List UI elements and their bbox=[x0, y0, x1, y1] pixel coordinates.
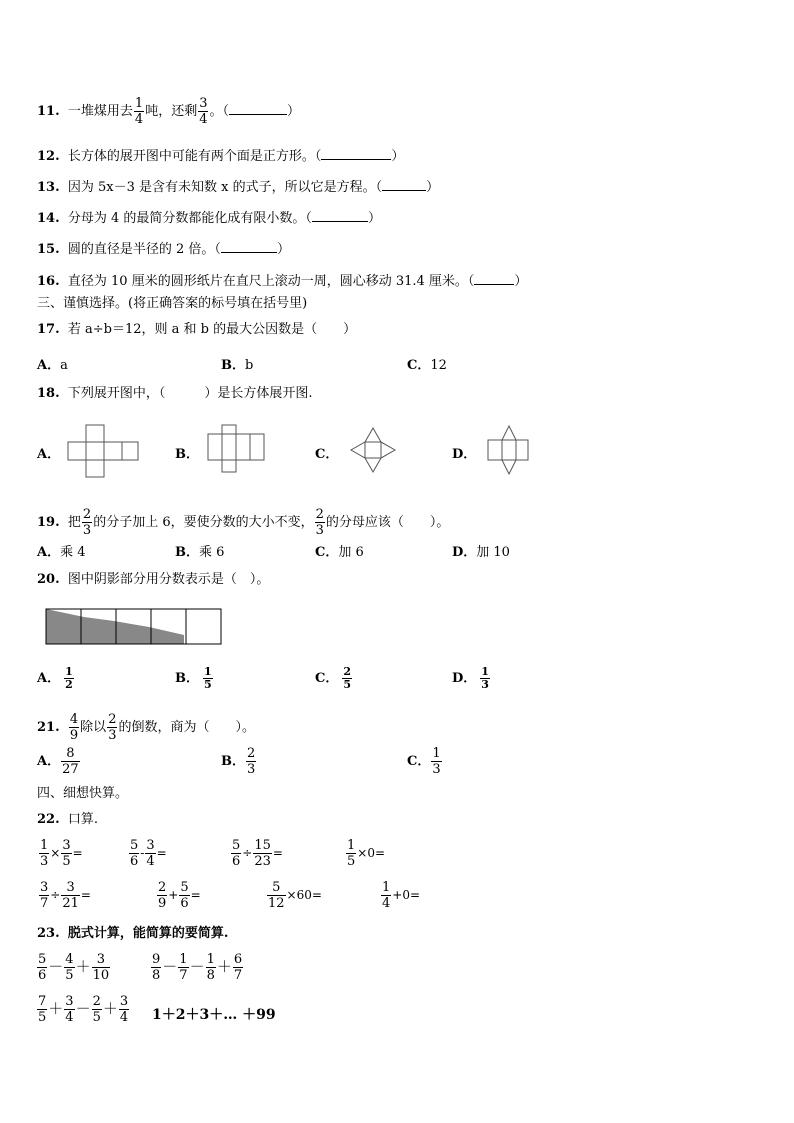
option-c[interactable]: C．12 bbox=[407, 358, 447, 373]
option-c[interactable]: C． $\frac{1}{3}$ bbox=[407, 746, 441, 777]
question-15: 15. 圆的直径是半径的 2 倍。（ ） bbox=[37, 239, 290, 258]
net-diagram-c bbox=[345, 420, 405, 480]
question-16: 16. 直径为 10 厘米的圆形纸片在直尺上滚动一周，圆心移动 31.4 厘米。（ ） bbox=[37, 271, 527, 290]
shaded-rectangle-figure bbox=[44, 607, 224, 647]
fraction: $\frac{3}{4}$ bbox=[199, 96, 208, 127]
oral-item: $\frac{5}{6}$ ÷ $\frac{15}{23}$ = bbox=[232, 838, 283, 869]
question-14: 14. 分母为 4 的最简分数都能化成有限小数。（ ） bbox=[37, 208, 381, 227]
section-3-heading: 三、谨慎选择。(将正确答案的标号填在括号里) bbox=[37, 296, 308, 311]
fraction: $\frac{2}{3}$ bbox=[315, 507, 324, 538]
net-diagram-a bbox=[60, 420, 150, 480]
fraction: $\frac{1}{4}$ bbox=[134, 96, 144, 127]
option-d[interactable]: D． $\frac{1}{3}$ bbox=[452, 665, 489, 691]
answer-blank[interactable] bbox=[321, 146, 391, 160]
option-d[interactable]: D． bbox=[452, 447, 477, 462]
question-23: 23. 脱式计算，能简算的要简算. bbox=[37, 926, 229, 941]
net-diagram-d bbox=[480, 420, 540, 480]
oral-item: $\frac{1}{5}$ ×0= bbox=[347, 838, 386, 869]
oral-item: $\frac{2}{9}$ + $\frac{5}{6}$ = bbox=[158, 880, 201, 911]
option-a[interactable]: A． $\frac{1}{2}$ bbox=[37, 665, 73, 691]
answer-blank[interactable] bbox=[474, 271, 514, 285]
option-a[interactable]: A．乘 4 bbox=[37, 545, 86, 560]
question-18: 18. 下列展开图中，（ ）是长方体展开图. bbox=[37, 386, 313, 401]
net-diagram-b bbox=[200, 420, 290, 480]
option-b[interactable]: B． bbox=[175, 447, 199, 462]
question-13: 13. 因为 5x－3 是含有未知数 x 的式子，所以它是方程。（ ） bbox=[37, 177, 439, 196]
fraction: $\frac{2}{3}$ bbox=[82, 507, 92, 538]
option-a[interactable]: A． $\frac{8}{27}$ bbox=[37, 746, 79, 777]
option-a[interactable]: A．a bbox=[37, 358, 68, 373]
oral-item: $\frac{5}{12}$ ×60= bbox=[268, 880, 322, 911]
question-19: 19. 把 $\frac{2}{3}$ 的分子加上 6，要使分数的大小不变， $\frac{2}{3}$ 的分母应该（ ）。 bbox=[37, 507, 450, 538]
question-11: 11. 一堆煤用去 $\frac{1}{4}$ 吨，还剩 $\frac{3}{4}$ 。（ ） bbox=[37, 96, 301, 127]
fraction: $\frac{2}{3}$ bbox=[108, 712, 117, 743]
answer-blank[interactable] bbox=[229, 101, 287, 115]
oral-item: $\frac{1}{3}$ × $\frac{3}{5}$ = bbox=[40, 838, 83, 869]
question-12: 12. 长方体的展开图中可能有两个面是正方形。（ ） bbox=[37, 146, 404, 165]
section-4-heading: 四、细想快算。 bbox=[37, 786, 129, 801]
calc-item: $\frac{7}{5}$ ＋ $\frac{3}{4}$ － $\frac{2}{5}$ ＋ $\frac{3}{4}$ bbox=[38, 994, 129, 1025]
answer-blank[interactable] bbox=[221, 239, 277, 253]
oral-item: $\frac{1}{4}$ +0= bbox=[382, 880, 421, 911]
option-b[interactable]: B． $\frac{1}{5}$ bbox=[175, 665, 212, 691]
option-b[interactable]: B．b bbox=[221, 358, 254, 373]
question-21: 21. $\frac{4}{9}$ 除以 $\frac{2}{3}$ 的倒数，商为（ ）。 bbox=[37, 712, 255, 743]
calc-item-sum: 1＋2＋3＋… ＋99 bbox=[152, 1007, 276, 1023]
question-20: 20. 图中阴影部分用分数表示是（ ）。 bbox=[37, 572, 270, 587]
option-a[interactable]: A． bbox=[37, 447, 61, 462]
option-b[interactable]: B． $\frac{2}{3}$ bbox=[221, 746, 256, 777]
option-c[interactable]: C． $\frac{2}{5}$ bbox=[315, 665, 352, 691]
answer-blank[interactable] bbox=[312, 208, 368, 222]
calc-item: $\frac{9}{8}$ － $\frac{1}{7}$ － $\frac{1}{8}$ ＋ $\frac{6}{7}$ bbox=[152, 952, 243, 983]
question-17: 17. 若 a÷b＝12，则 a 和 b 的最大公因数是（ ） bbox=[37, 322, 357, 337]
option-c[interactable]: C． bbox=[315, 447, 339, 462]
option-d[interactable]: D．加 10 bbox=[452, 545, 510, 560]
fraction: $\frac{4}{9}$ bbox=[69, 712, 79, 743]
option-c[interactable]: C．加 6 bbox=[315, 545, 364, 560]
answer-blank[interactable] bbox=[382, 177, 426, 191]
oral-item: $\frac{3}{7}$ ÷ $\frac{3}{21}$ = bbox=[40, 880, 91, 911]
option-b[interactable]: B．乘 6 bbox=[175, 545, 225, 560]
oral-item: $\frac{5}{6}$ - $\frac{3}{4}$ = bbox=[130, 838, 167, 869]
question-22: 22. 口算. bbox=[37, 812, 99, 827]
calc-item: $\frac{5}{6}$ － $\frac{4}{5}$ ＋ $\frac{3}{10}$ bbox=[38, 952, 110, 983]
